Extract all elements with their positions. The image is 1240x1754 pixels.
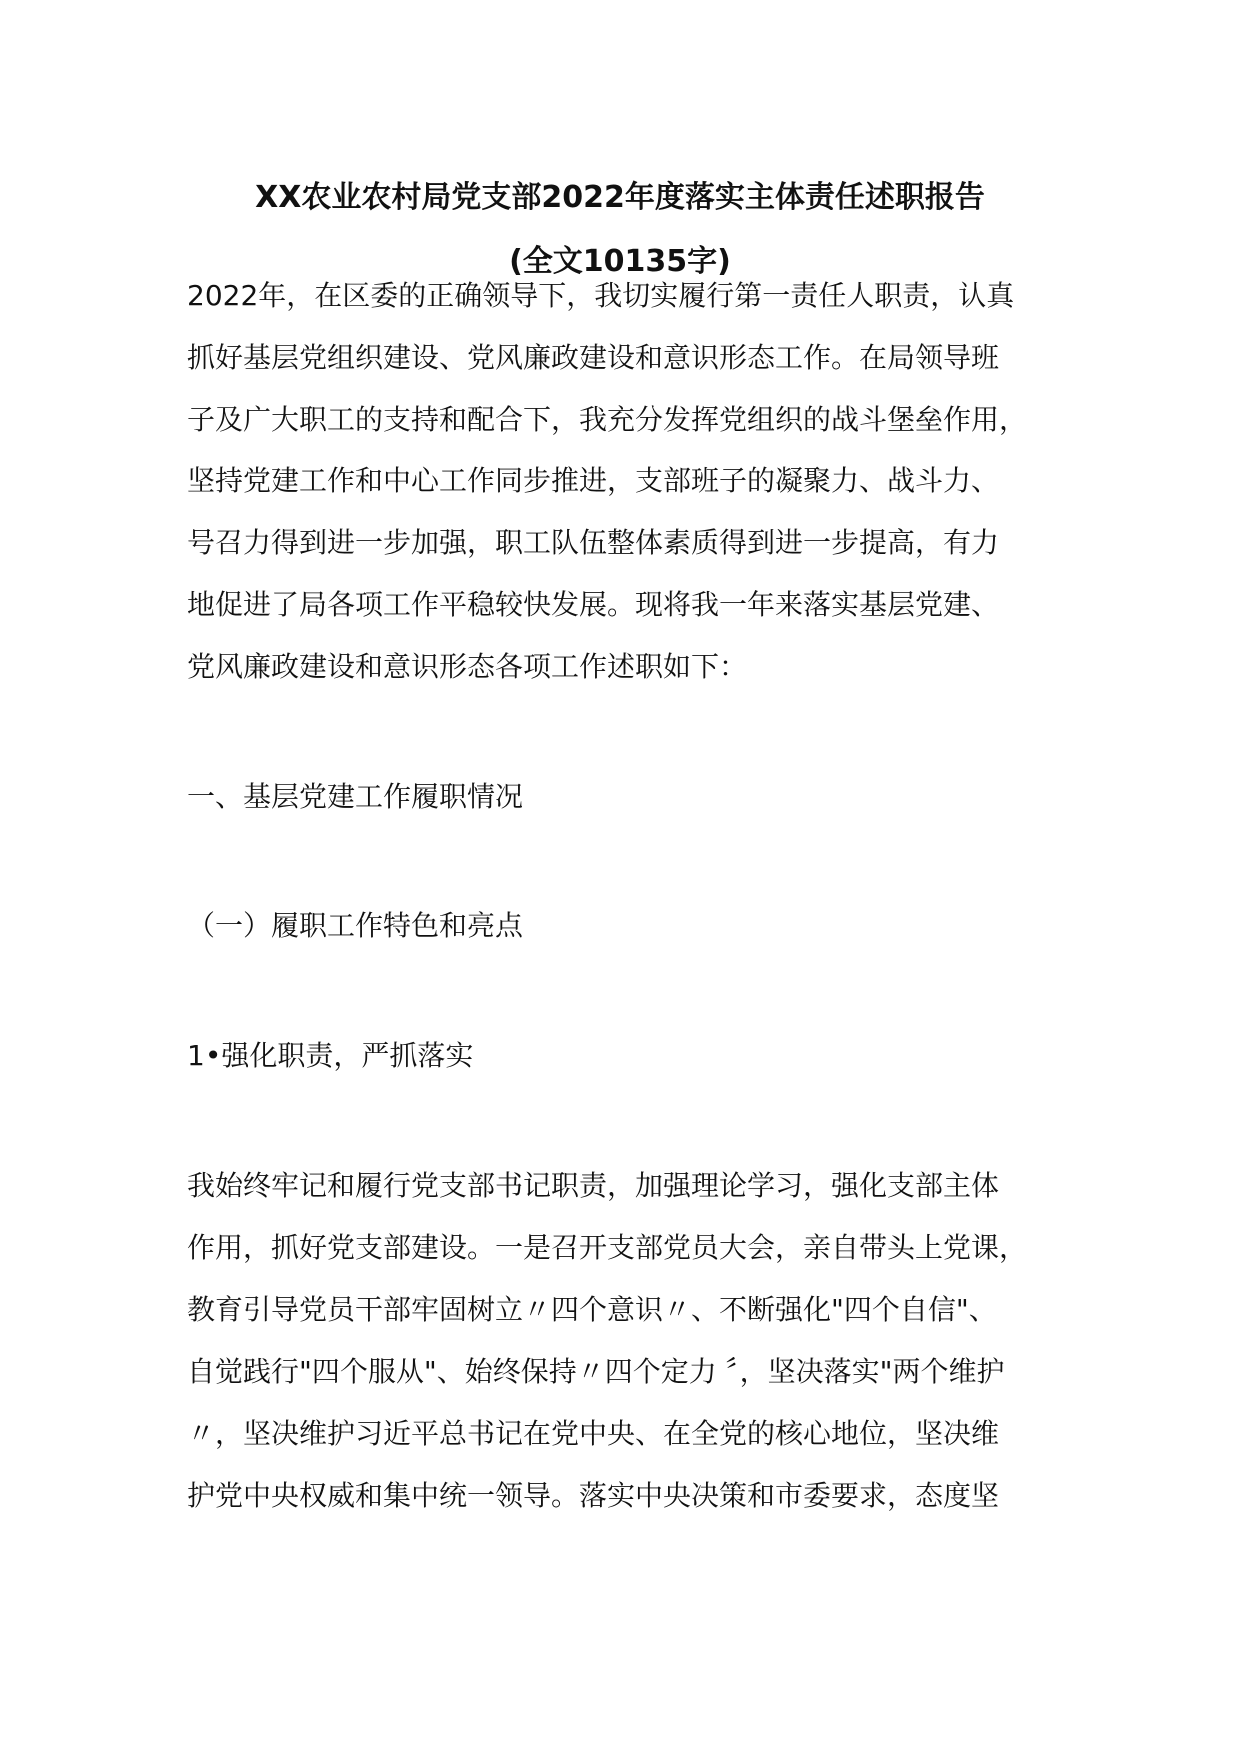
section-heading: 一、基层党建工作履职情况 <box>187 780 524 813</box>
intro-line: 党风廉政建设和意识形态各项工作述职如下： <box>187 650 748 683</box>
intro-line: 子及广大职工的支持和配合下，我充分发挥党组织的战斗堡垒作用， <box>187 403 1028 436</box>
intro-line: 地促进了局各项工作平稳较快发展。现将我一年来落实基层党建、 <box>187 588 1000 621</box>
document-subtitle: (全文10135字) <box>509 244 731 279</box>
item-heading: 1•强化职责，严抓落实 <box>187 1039 474 1072</box>
document-title: XX农业农村局党支部2022年度落实主体责任述职报告 <box>255 180 985 215</box>
body-line: 作用，抓好党支部建设。一是召开支部党员大会，亲自带头上党课， <box>187 1231 1028 1264</box>
body-line: 教育引导党员干部牢固树立〃四个意识〃、不断强化"四个自信"、 <box>187 1293 997 1326</box>
body-line: 自觉践行"四个服从"、始终保持〃四个定力 〞，坚决落实"两个维护 <box>187 1355 1005 1388</box>
intro-line: 2022年，在区委的正确领导下，我切实履行第一责任人职责，认真 <box>187 279 1015 312</box>
intro-line: 号召力得到进一步加强，职工队伍整体素质得到进一步提高，有力 <box>187 526 1000 559</box>
subsection-heading: （一）履职工作特色和亮点 <box>187 909 524 942</box>
intro-line: 坚持党建工作和中心工作同步推进，支部班子的凝聚力、战斗力、 <box>187 464 1000 497</box>
body-line: 〃，坚决维护习近平总书记在党中央、在全党的核心地位，坚决维 <box>187 1417 1000 1450</box>
intro-line: 抓好基层党组织建设、党风廉政建设和意识形态工作。在局领导班 <box>187 341 1000 374</box>
body-line: 护党中央权威和集中统一领导。落实中央决策和市委要求，态度坚 <box>187 1479 1000 1512</box>
body-line: 我始终牢记和履行党支部书记职责，加强理论学习，强化支部主体 <box>187 1169 1000 1202</box>
